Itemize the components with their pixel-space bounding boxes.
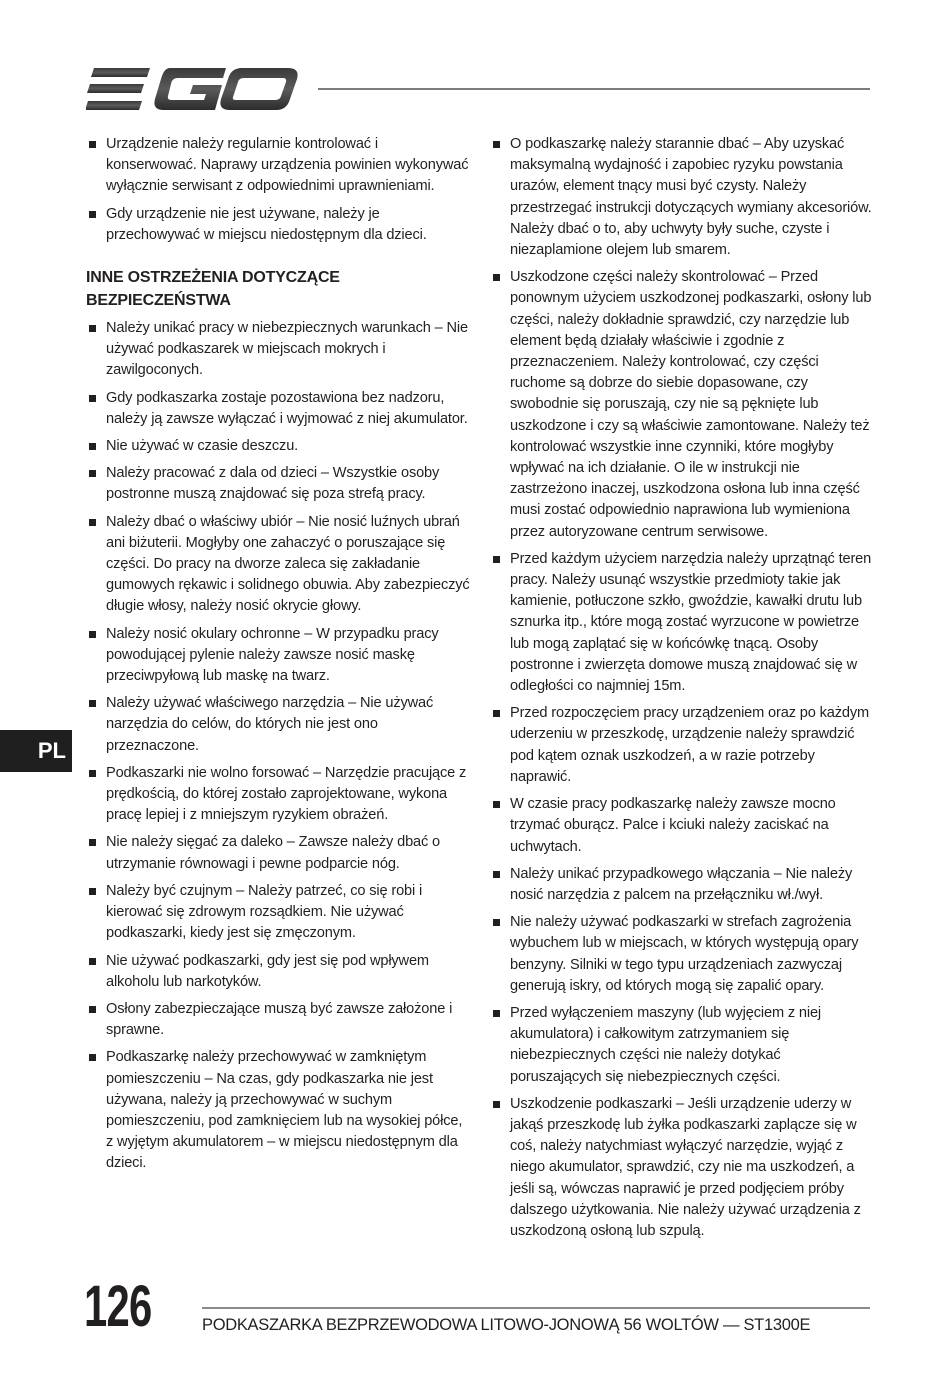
list-item: Należy używać właściwego narzędzia – Nie używać narzędzia do celów, do których nie jest ono przeznaczone. bbox=[86, 693, 470, 757]
list-item: Przed rozpoczęciem pracy urządzeniem oraz po każdym uderzeniu w przeszkodę, urządzenie należy sprawdzić pod kątem oznak uszkodzeń, a w razie potrzeby naprawić. bbox=[490, 703, 875, 788]
list-item: Przed wyłączeniem maszyny (lub wyjęciem z niej akumulatora) i całkowitym zatrzymaniem się niebezpiecznych części nie należy dotykać poruszających się niebezpiecznych części. bbox=[490, 1003, 875, 1088]
right-column bbox=[490, 134, 875, 1248]
safety-list bbox=[86, 318, 470, 1175]
intro-list bbox=[86, 134, 470, 246]
section-heading: INNE OSTRZEŻENIA DOTYCZĄCE BEZPIECZEŃSTWA bbox=[86, 269, 340, 310]
list-item: Urządzenie należy regularnie kontrolować i konserwować. Naprawy urządzenia powinien wykonywać wyłącznie serwisant z odpowiednimi uprawnieniami. bbox=[86, 134, 470, 198]
list-item: Uszkodzone części należy skontrolować – Przed ponownym użyciem uszkodzonej podkaszarki, osłony lub części, należy dokładnie sprawdzić, czy narzędzie lub element będą działały właściwie i zgodnie z przeznaczeniem. Należy kontrolować, czy części ruchome są dobrze do siebie dopasowane, czy swobodnie się poruszają, czy nie są pęknięte lub uszkodzone i czy są właściwie zamontowane. Należy też kontrolować wszystkie inne czynniki, które mogłyby wpływać na ich działanie. O ile w instrukcji nie zastrzeżono inaczej, uszkodzona osłona lub inna część musi zostać odpowiednio naprawiona lub wymieniona przez autoryzowane centrum serwisowe. bbox=[490, 267, 875, 543]
list-item: Nie używać podkaszarki, gdy jest się pod wpływem alkoholu lub narkotyków. bbox=[86, 951, 470, 993]
list-item: Nie używać w czasie deszczu. bbox=[86, 436, 470, 457]
list-item: Nie należy sięgać za daleko – Zawsze należy dbać o utrzymanie równowagi i pewne podparcie nóg. bbox=[86, 832, 470, 874]
header-divider bbox=[318, 88, 870, 90]
list-item: O podkaszarkę należy starannie dbać – Aby uzyskać maksymalną wydajność i zapobiec ryzyku powstania urazów, element tnący musi być czysty. Należy przestrzegać instrukcji dotyczących wymiany akcesoriów. Należy dbać o to, aby uchwyty były suche, czyste i niezaplamione olejem lub smarem. bbox=[490, 134, 875, 261]
page-number: 126 bbox=[84, 1274, 152, 1339]
list-item: Nie należy używać podkaszarki w strefach zagrożenia wybuchem lub w miejscach, w których występują opary benzyny. Silniki w tego typu urządzeniach zazwyczaj generują iskry, od których mogą się zapalić opary. bbox=[490, 912, 875, 997]
ego-logo bbox=[86, 66, 298, 112]
list-item: Podkaszarkę należy przechowywać w zamkniętym pomieszczeniu – Na czas, gdy podkaszarka nie jest używana, należy ją przechowywać w suchym pomieszczeniu, pod zamknięciem lub na wysokiej półce, z wyjętym akumulatorem – w miejscu niedostępnym dla dzieci. bbox=[86, 1047, 470, 1174]
list-item: Uszkodzenie podkaszarki – Jeśli urządzenie uderzy w jakąś przeszkodę lub żyłka podkaszarki zaplącze się w coś, należy natychmiast wyłączyć narzędzie, wyjąć z niego akumulator, sprawdzić, czy nie ma uszkodzeń, a jeśli są, wówczas naprawić je przed podjęciem próby dalszego użytkowania. Nie należy używać urządzenia z uszkodzoną osłoną lub szpulą. bbox=[490, 1094, 875, 1242]
list-item: Przed każdym użyciem narzędzia należy uprzątnąć teren pracy. Należy usunąć wszystkie przedmioty takie jak kamienie, potłuczone szkło, gwoździe, kawałki drutu lub sznurka itp., które mogą zostać wyrzucone w powietrze lub mogą zaplątać się w końcówkę tnącą. Osoby postronne i zwierzęta domowe muszą znajdować się w odległości co najmniej 15m. bbox=[490, 549, 875, 697]
language-tab: PL bbox=[0, 730, 72, 772]
safety-list-continued bbox=[490, 134, 875, 1242]
list-item: Należy pracować z dala od dzieci – Wszystkie osoby postronne muszą znajdować się poza strefą pracy. bbox=[86, 463, 470, 505]
list-item: Osłony zabezpieczające muszą być zawsze założone i sprawne. bbox=[86, 999, 470, 1041]
list-item: Należy być czujnym – Należy patrzeć, co się robi i kierować się zdrowym rozsądkiem. Nie używać podkaszarki, kiedy jest się zmęczonym. bbox=[86, 881, 470, 945]
list-item: Podkaszarki nie wolno forsować – Narzędzie pracujące z prędkością, do której zostało zaprojektowane, wykona pracę lepiej i z mniejszym ryzykiem obrażeń. bbox=[86, 763, 470, 827]
list-item: W czasie pracy podkaszarkę należy zawsze mocno trzymać oburącz. Palce i kciuki należy zaciskać na uchwytach. bbox=[490, 794, 875, 858]
footer-divider bbox=[202, 1307, 870, 1309]
list-item: Gdy urządzenie nie jest używane, należy je przechowywać w miejscu niedostępnym dla dzieci. bbox=[86, 204, 470, 246]
left-column bbox=[86, 134, 470, 1181]
list-item: Należy unikać przypadkowego włączania – Nie należy nosić narzędzia z palcem na przełączniku wł./wył. bbox=[490, 864, 875, 906]
list-item: Należy dbać o właściwy ubiór – Nie nosić luźnych ubrań ani biżuterii. Mogłyby one zahaczyć o poruszające się części. Do pracy na dworze zaleca się zakładanie gumowych rękawic i solidnego obuwia. Aby zabezpieczyć długie włosy, należy nosić okrycie głowy. bbox=[86, 512, 470, 618]
footer-title: PODKASZARKA BEZPRZEWODOWA LITOWO-JONOWĄ 56 WOLTÓW — ST1300E bbox=[202, 1316, 811, 1334]
list-item: Gdy podkaszarka zostaje pozostawiona bez nadzoru, należy ją zawsze wyłączać i wyjmować z niej akumulator. bbox=[86, 388, 470, 430]
list-item: Należy unikać pracy w niebezpiecznych warunkach – Nie używać podkaszarek w miejscach mokrych i zawilgoconych. bbox=[86, 318, 470, 382]
list-item: Należy nosić okulary ochronne – W przypadku pracy powodującej pylenie należy zawsze nosić maskę przeciwpyłową lub maskę na twarz. bbox=[86, 624, 470, 688]
